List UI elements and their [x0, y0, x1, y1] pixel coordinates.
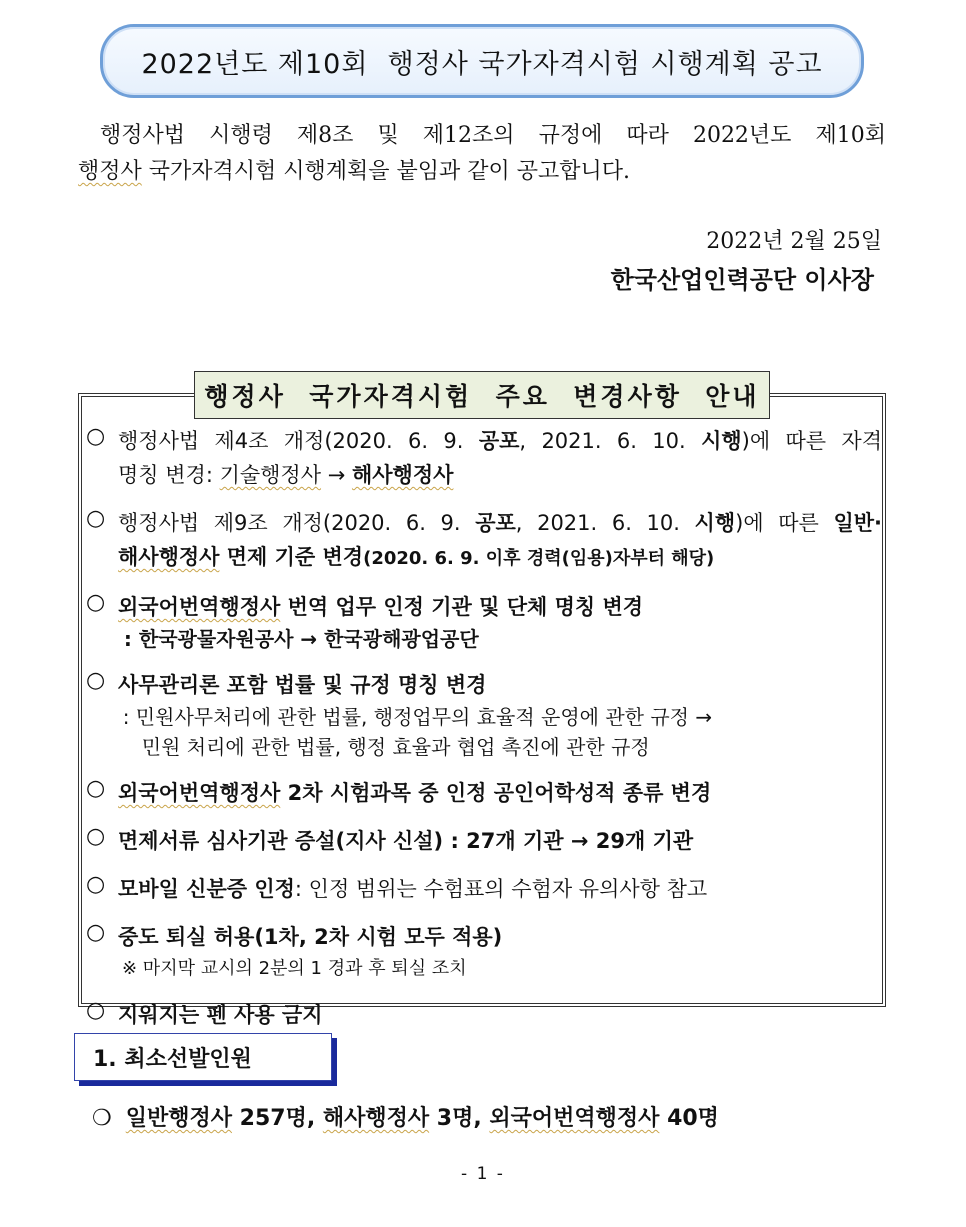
item-text: → — [321, 463, 352, 487]
circle-bullet-icon: ○ — [86, 776, 106, 801]
list-item — [84, 506, 882, 576]
announcement-title: 2022년도 제10회 행정사 국가자격시험 시행계획 공고 — [100, 24, 864, 98]
category-maritime: 해사행정사 — [322, 1106, 430, 1131]
list-item — [84, 920, 882, 984]
count-translation: 40명 — [659, 1106, 719, 1131]
circle-bullet-icon: ○ — [86, 506, 106, 531]
item-text: 행정사법 제9조 개정(2020. 6. 9. — [118, 511, 476, 535]
item-text-bold: 외국어번역행정사 — [118, 781, 281, 805]
category-general: 일반행정사 — [125, 1106, 232, 1131]
item-text-bold: 2차 시험과목 중 인정 공인어학성적 종류 변경 — [280, 781, 712, 805]
item-line: 사무관리론 포함 법률 및 규정 명칭 변경 — [118, 673, 487, 697]
min-selection-counts — [92, 1101, 719, 1132]
list-item — [84, 424, 882, 492]
intro-line-2 — [78, 154, 886, 190]
item-line: 면제서류 심사기관 증설(지사 신설) : 27개 기관 → 29개 기관 — [118, 829, 694, 853]
circle-bullet-icon: ○ — [86, 920, 106, 945]
item-text-bold: 외국어번역행정사 — [118, 595, 281, 619]
item-text: )에 따른 — [735, 511, 834, 535]
item-text-bold: 해사행정사 — [351, 463, 454, 487]
changes-notice-list — [84, 424, 882, 1046]
count-general: 257명, — [232, 1106, 323, 1131]
count-maritime: 3명, — [429, 1106, 490, 1131]
intro-line-2-text: 국가자격시험 시행계획을 붙임과 같이 공고합니다. — [141, 159, 631, 184]
item-text: 명칭 변경: — [118, 463, 220, 487]
intro-line-1: 행정사법 시행령 제8조 및 제12조의 규정에 따라 2022년도 제10회 — [100, 123, 886, 148]
item-text-bold: (2020. 6. 9. 이후 경력(임용)자부터 해당) — [363, 548, 715, 569]
item-note: ※ 마지막 교시의 2분의 1 경과 후 퇴실 조치 — [122, 958, 467, 979]
list-item — [84, 824, 882, 858]
item-line — [118, 776, 882, 810]
item-line — [118, 872, 882, 906]
circle-bullet-icon: ○ — [86, 668, 106, 693]
circle-bullet-icon: ○ — [86, 590, 106, 615]
item-text: : 인정 범위는 수험표의 수험자 유의사항 참고 — [294, 877, 708, 901]
item-text-bold: 면제 기준 변경 — [219, 545, 364, 569]
intro-term-haengjeongsa: 행정사 — [78, 159, 142, 184]
item-text: , 2021. 6. 10. — [519, 429, 702, 453]
item-subline: : 민원사무처리에 관한 법률, 행정업무의 효율적 운영에 관한 규정 → — [110, 705, 713, 729]
issuer-name: 한국산업인력공단 이사장 — [610, 266, 874, 294]
item-text: , 2021. 6. 10. — [515, 511, 695, 535]
changes-notice-heading: 행정사 국가자격시험 주요 변경사항 안내 — [194, 371, 770, 419]
list-item — [84, 998, 882, 1032]
circle-bullet-icon: ❍ — [92, 1106, 112, 1131]
item-text: 행정사법 제4조 개정(2020. 6. 9. — [118, 429, 479, 453]
item-text-bold: 시행 — [694, 511, 736, 535]
announcement-date: 2022년 2월 25일 — [706, 229, 882, 254]
item-text-bold: 해사행정사 — [118, 545, 220, 569]
item-line — [118, 540, 882, 576]
item-text-bold: 일반· — [833, 511, 883, 535]
category-translation: 외국어번역행정사 — [489, 1106, 660, 1131]
item-text-bold: 공포 — [475, 511, 516, 535]
item-subline: : 한국광물자원공사 → 한국광해광업공단 — [110, 627, 479, 651]
page-number: - 1 - — [461, 1164, 505, 1184]
item-text-bold: 시행 — [701, 429, 742, 453]
list-item — [84, 590, 882, 654]
item-line — [118, 590, 882, 624]
circle-bullet-icon: ○ — [86, 872, 106, 897]
section-heading-min-selection: 1. 최소선발인원 — [74, 1033, 332, 1081]
list-item — [84, 776, 882, 810]
item-line: 중도 퇴실 허용(1차, 2차 시험 모두 적용) — [118, 925, 503, 949]
item-subline: 민원 처리에 관한 법률, 행정 효율과 협업 촉진에 관한 규정 — [110, 735, 650, 759]
item-text-bold: 공포 — [478, 429, 520, 453]
item-line — [118, 458, 882, 492]
item-line — [118, 506, 882, 540]
item-text: )에 따른 자격 — [741, 429, 882, 453]
item-line: 지워지는 펜 사용 금지 — [118, 1003, 323, 1027]
list-item — [84, 668, 882, 762]
circle-bullet-icon: ○ — [86, 998, 106, 1023]
item-text: 기술행정사 — [219, 463, 322, 487]
circle-bullet-icon: ○ — [86, 824, 106, 849]
item-text-bold: 모바일 신분증 인정 — [118, 877, 295, 901]
intro-paragraph — [78, 118, 886, 190]
item-line — [118, 424, 882, 458]
item-text-bold: 번역 업무 인정 기관 및 단체 명칭 변경 — [280, 595, 644, 619]
list-item — [84, 872, 882, 906]
circle-bullet-icon: ○ — [86, 424, 106, 449]
